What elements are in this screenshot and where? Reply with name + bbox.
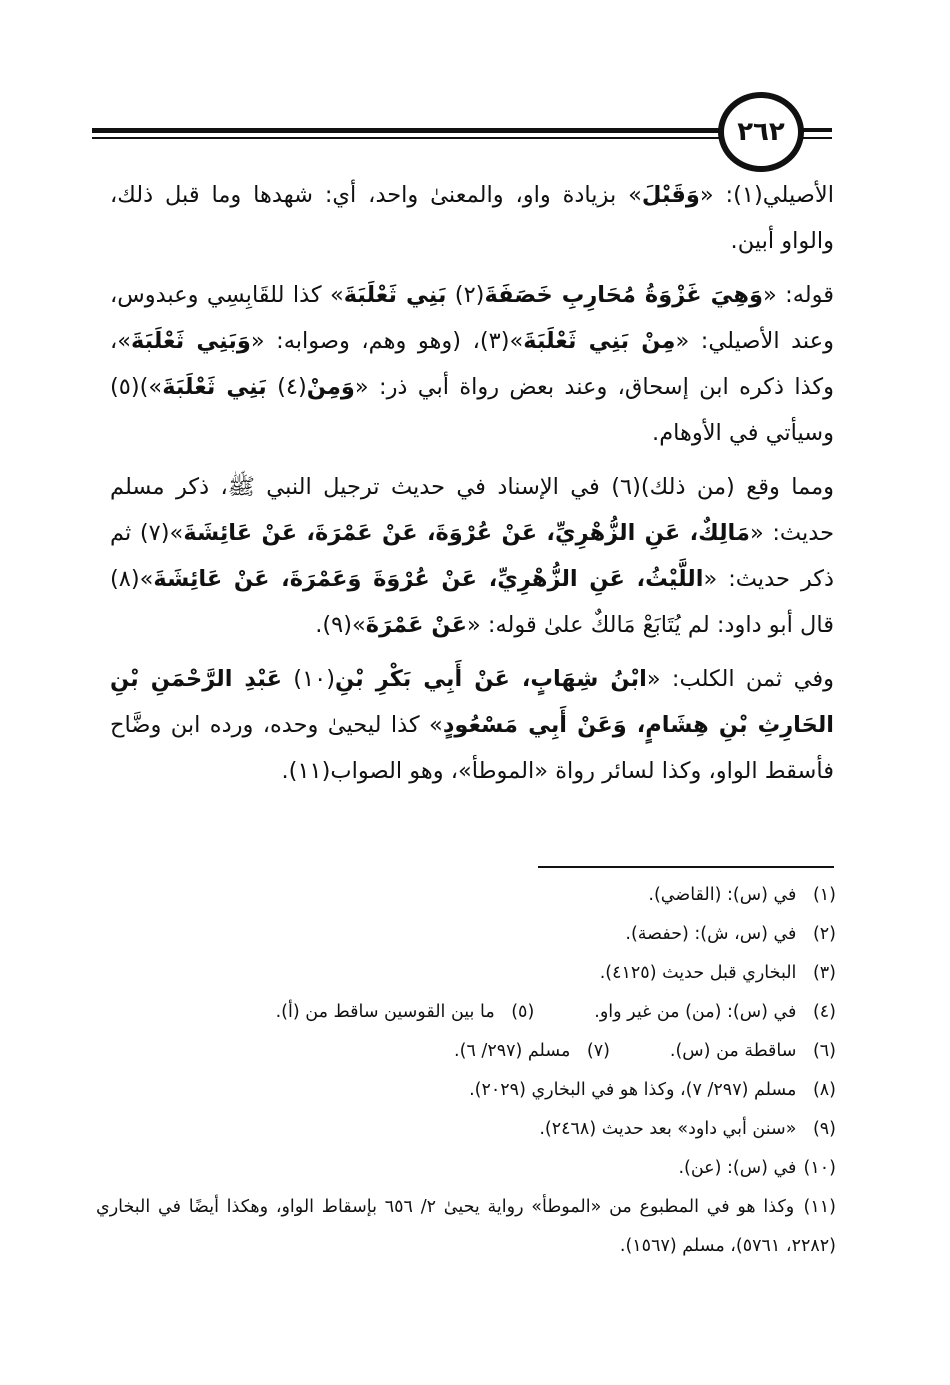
text-segment: »(٧) ثم ذكر حديث: «: [110, 520, 835, 592]
text-segment: » كذا ليحيىٰ وحده، ورده ابن وضَّاح فأسقط الواو، وكذا لسائر رواة «الموطأ»، وهو الصواب(١١).: [110, 712, 834, 784]
footnote-text: ساقطة من (س).: [669, 1041, 797, 1061]
footnote-separator: [538, 866, 834, 868]
quoted-text: اللَّيْثُ، عَنِ الزُّهْرِيِّ، عَنْ عُرْوَةَ وَعَمْرَةَ، عَنْ عَائِشَةَ: [153, 566, 704, 592]
footnote-number: (٤): [812, 1002, 836, 1022]
paragraph: [110, 172, 834, 264]
footnote-number: (٢): [812, 924, 836, 944]
text-segment: قوله: «: [762, 282, 835, 308]
footnote: [96, 1071, 836, 1110]
footnote-number: (٥): [511, 1002, 535, 1022]
text-segment: »(٩).: [315, 612, 366, 638]
footnote-number: (٦): [812, 1041, 836, 1061]
header-rule: [92, 128, 722, 133]
footnote-text: مسلم (٢٩٧/ ٧)، وكذا هو في البخاري (٢٠٢٩).: [469, 1080, 797, 1100]
footnote-text: في (س): (عن).: [678, 1158, 797, 1178]
quoted-text: عَبْدِ الرَّحْمَنِ بْنِ الحَارِثِ بْنِ هِشَامٍ، وَعَنْ أَبِي مَسْعُودٍ: [110, 666, 834, 738]
quoted-text: ابْنُ شِهَابٍ، عَنْ أَبِي بَكْرِ بْنِ: [335, 666, 647, 692]
header-rule: [800, 128, 832, 132]
main-text: [110, 172, 834, 802]
footnote-number: (٩): [812, 1119, 836, 1139]
quoted-text: مَالِكٌ، عَنِ الزُّهْرِيِّ، عَنْ عُرْوَةَ، عَنْ عَمْرَةَ، عَنْ عَائِشَةَ: [183, 520, 750, 546]
footnote: [96, 954, 836, 993]
paragraph: [110, 656, 834, 794]
quoted-text: مِنْ بَنِي ثَعْلَبَةَ: [523, 328, 676, 354]
text-segment: الأصيلي(١): «: [699, 182, 834, 208]
footnote-number: (٣): [812, 963, 836, 983]
footnote-number: (٨): [812, 1080, 836, 1100]
text-segment: (٢): [446, 282, 485, 308]
footnote-text: البخاري قبل حديث (٤١٢٥).: [599, 963, 797, 983]
page-header: [0, 0, 950, 170]
footnote-number: (١٠): [803, 1158, 836, 1178]
footnote: [96, 1032, 836, 1071]
footnotes: [96, 876, 836, 1266]
paragraph: [110, 272, 834, 456]
footnote: [96, 993, 836, 1032]
quoted-text: وَقَبْلَ: [641, 182, 700, 208]
text-segment: » كذا للقَابِسِي وعبدوس، وعند الأصيلي: «: [110, 282, 835, 354]
footnote-text: في (س): (من) من غير واو.: [594, 1002, 797, 1022]
text-segment: ومما وقع (من ذلك)(٦) في الإسناد في حديث ترجيل النبي ﷺ، ذكر مسلم حديث: «: [110, 474, 835, 546]
page-number: ٢٦٢: [718, 92, 804, 172]
quoted-text: وَهِيَ غَزْوَةُ مُحَارِبِ خَصَفَةَ: [484, 282, 763, 308]
text-segment: وفي ثمن الكلب: «: [646, 666, 834, 692]
header-rule: [800, 137, 832, 139]
footnote-text: وكذا هو في المطبوع من «الموطأ» رواية يحيىٰ ٢/ ٦٥٦ بإسقاط الواو، وهكذا أيضًا في البخاري (٢٢٨٢، ٥٧٦١)، مسلم (١٥٦٧).: [96, 1197, 836, 1256]
text-segment: (١٠): [281, 666, 336, 692]
footnote-text: في (س): (القاضي).: [648, 885, 797, 905]
footnote: [96, 915, 836, 954]
footnote-number: (١): [812, 885, 836, 905]
footnote-number: (١١): [803, 1197, 836, 1217]
text-segment: (٤): [266, 374, 307, 400]
text-segment: »(٣)، (وهو وهم، وصوابه: «: [250, 328, 524, 354]
quoted-text: وَبَنِي ثَعْلَبَةَ: [131, 328, 251, 354]
footnote: [96, 1110, 836, 1149]
footnote: [96, 1188, 836, 1266]
footnote-number: (٧): [586, 1041, 610, 1061]
quoted-text: وَمِنْ: [306, 374, 355, 400]
footnote-text: «سنن أبي داود» بعد حديث (٢٤٦٨).: [539, 1119, 797, 1139]
footnote: [96, 1149, 836, 1188]
header-rule: [92, 137, 722, 139]
footnote-text: في (س، ش): (حفصة).: [625, 924, 797, 944]
text-segment: »)(٥) وسيأتي في الأوهام.: [110, 374, 834, 446]
quoted-text: بَنِي ثَعْلَبَةَ: [162, 374, 267, 400]
footnote: [96, 876, 836, 915]
footnote-text: مسلم (٢٩٧/ ٦).: [454, 1041, 571, 1061]
text-segment: » بزيادة واو، والمعنىٰ واحد، أي: شهدها وما قبل ذلك، والواو أبين.: [110, 182, 834, 254]
paragraph: [110, 464, 834, 648]
quoted-text: عَنْ عَمْرَةَ: [365, 612, 467, 638]
text-segment: »(٨) قال أبو داود: لم يُتَابَعْ مَالكٌ علىٰ قوله: «: [110, 566, 834, 638]
quoted-text: بَنِي ثَعْلَبَةَ: [343, 282, 447, 308]
footnote-text: ما بين القوسين ساقط من (أ).: [275, 1002, 495, 1022]
text-segment: »، وكذا ذكره ابن إسحاق، وعند بعض رواة أبي ذر: «: [110, 328, 834, 400]
